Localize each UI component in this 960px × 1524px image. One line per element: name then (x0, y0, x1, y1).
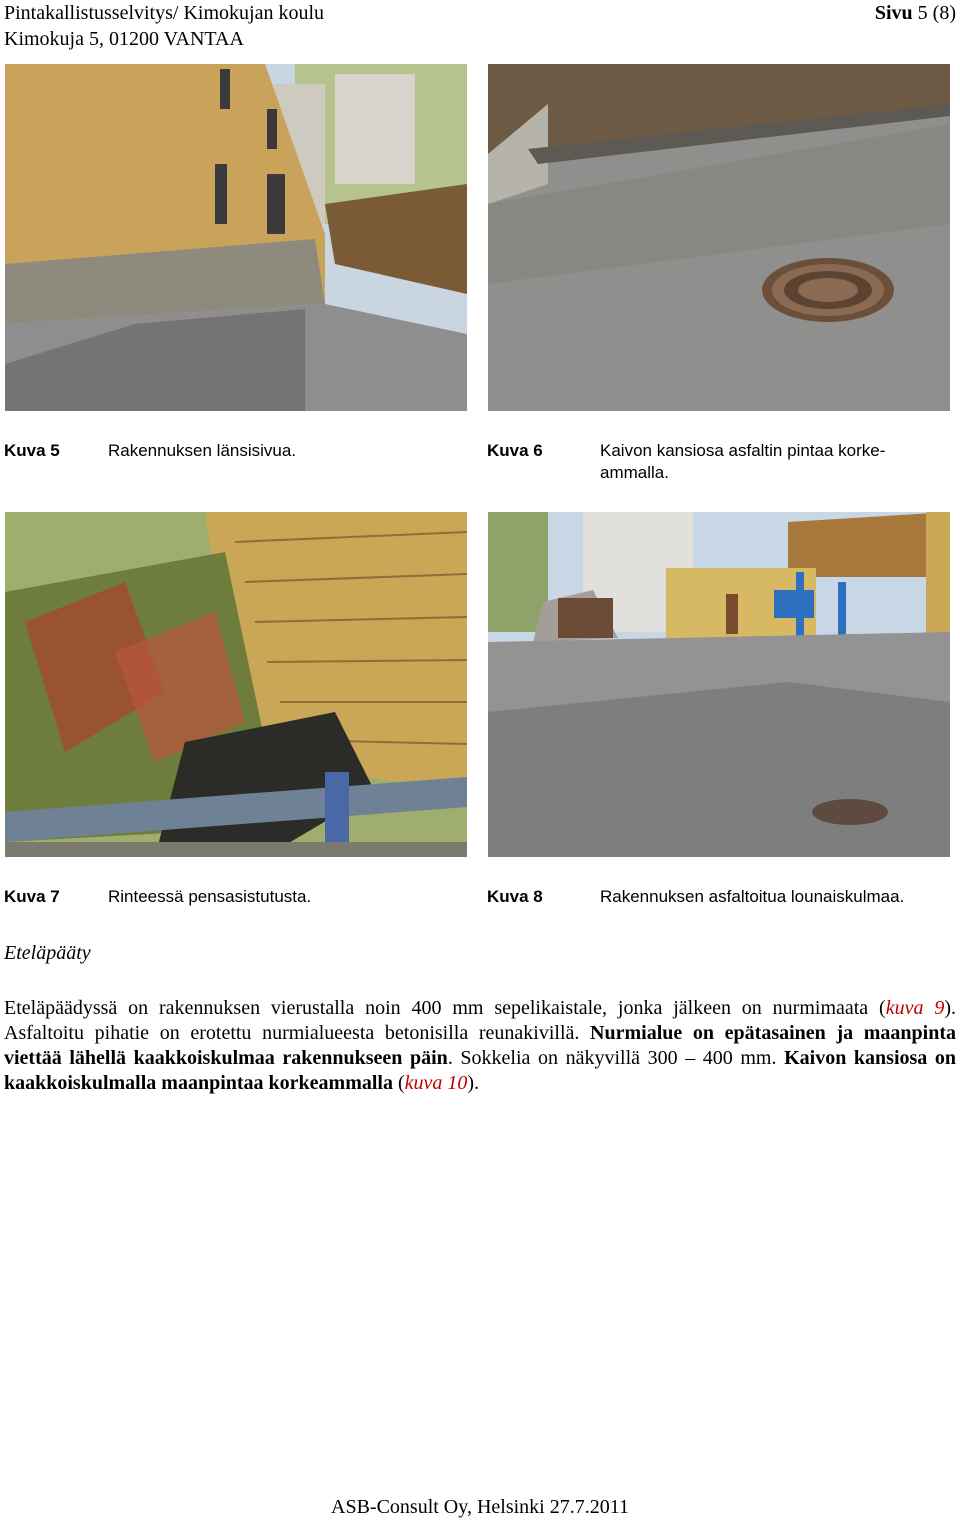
paragraph-text: ( (392, 1072, 405, 1094)
page-number (875, 0, 956, 26)
document-address: Kimokuja 5, 01200 VANTAA (4, 28, 244, 50)
page-count: 5 (8) (917, 2, 956, 24)
figure-caption: Rinteessä pensasistutusta. (108, 887, 312, 906)
figure-label: Kuva 8 (487, 887, 543, 906)
figure-caption: Kaivon kansiosa asfaltin pintaa korke-ammalla. (600, 441, 886, 482)
figure-reference: kuva 9 (885, 997, 945, 1019)
page-footer: ASB-Consult Oy, Helsinki 27.7.2011 (331, 1496, 629, 1518)
section-heading: Eteläpääty (4, 942, 91, 964)
photo-kuva-7 (5, 512, 467, 857)
page-header-left (4, 0, 324, 52)
paragraph-text: Eteläpäädyssä on rakennuksen vierustalla noin 400 mm sepelikaistale, jonka jälkeen on nurmimaata ( (4, 997, 886, 1019)
emphasis-text: Nurmialue on epätasainen ja maanpinta viettää lähellä kaakkoiskulmaa rakennukseen päin (4, 1022, 957, 1069)
figure-label: Kuva 5 (4, 441, 60, 460)
emphasis-text: Kaivon kansiosa on kaakkoiskulmalla maanpintaa korkeammalla (4, 1047, 957, 1094)
section-paragraph (4, 996, 956, 1096)
photo-kuva-5 (5, 64, 467, 411)
page-word: Sivu (874, 2, 913, 24)
paragraph-text: ). Asfaltoitu pihatie on erotettu nurmialueesta betonisilla reunakivillä. (4, 997, 956, 1044)
paragraph-text: . Sokkelia on näkyvillä 300 – 400 mm. (447, 1047, 785, 1069)
paragraph-text: ). (467, 1072, 480, 1094)
photo-kuva-6 (488, 64, 950, 411)
document-title: Pintakallistusselvitys/ Kimokujan koulu (4, 2, 324, 24)
figure-label: Kuva 6 (487, 441, 543, 460)
figure-label: Kuva 7 (4, 887, 60, 906)
figure-caption: Rakennuksen länsisivua. (108, 441, 297, 460)
figure-caption: Rakennuksen asfaltoitua lounaiskulmaa. (600, 887, 905, 906)
photo-kuva-8 (488, 512, 950, 857)
figure-reference: kuva 10 (404, 1072, 468, 1094)
